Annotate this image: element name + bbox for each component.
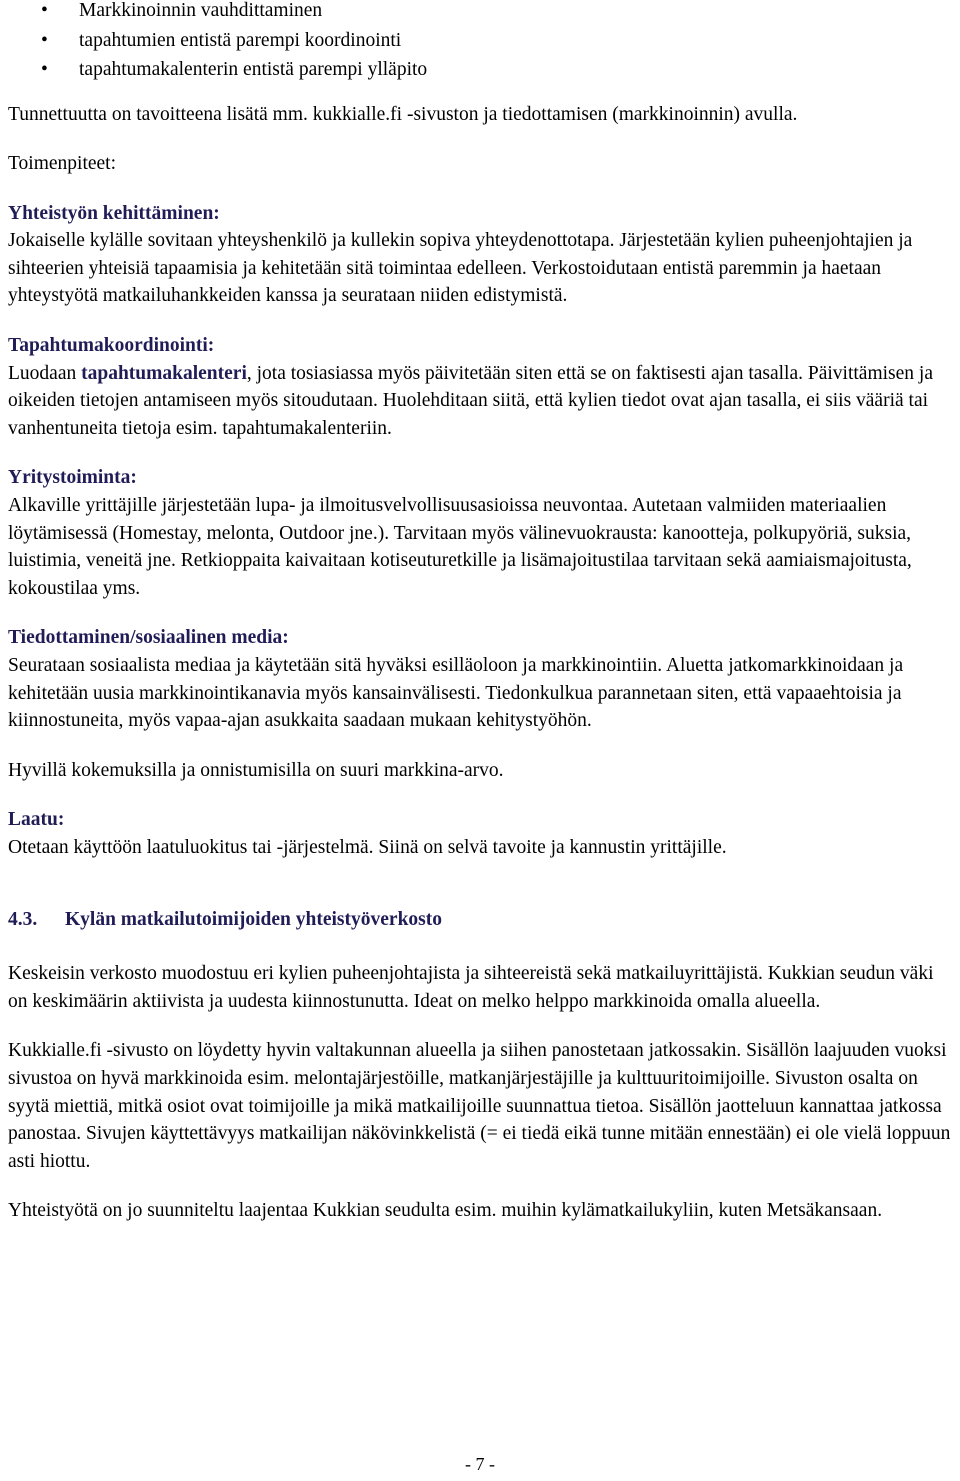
yhteistyo-text: Jokaiselle kylälle sovitaan yhteyshenkilö ja kullekin sopiva yhteydenottotapa. Järjestetään kylien puheenjohtajien ja sihteerien yhteisiä tapaamisia ja kehitetään sitä toimintaa edelleen. Verkostoidutaan entistä paremmin ja haetaan yhteystyötä matkailuhankkeiden kanssa ja seurataan niiden edistymistä. [8,230,913,307]
yritys-heading: Yritystoiminta: [8,467,137,489]
bullet-icon: • [41,29,48,51]
yhteistyo-section [8,200,956,310]
yritys-text: Alkaville yrittäjille järjestetään lupa- ja ilmoitusvelvollisuusasioissa neuvontaa. Autetaan valmiiden materiaalien löytämisessä (Homestay, melonta, Outdoor jne.). Tarvitaan myös välinevuokrausta: kanootteja, polkupyöriä, suksia, luistimia, veneitä jne. Retkioppaita kaivaitaan kotiseuturetkille ja lisämajoitustilaa tarvitaan sekä aamiaismajoitusta, kokoustilaa yms. [8,495,912,599]
goal-list [8,0,956,85]
tapahtuma-section [8,332,956,442]
section-heading [8,906,956,934]
tiedottaminen-text: Seurataan sosiaalista mediaa ja käytetään sitä hyväksi esilläoloon ja markkinointiin. Aluetta jatkomarkkinoidaan ja kehitetään uusia markkinointikanavia myös kansainvälisesti. Tiedonkulkua parannetaan siten, että vapaaehtoisia ja kiinnostuneita, myös vapaa-ajan asukkaita saadaan mukaan kehitystyöhön. [8,655,904,732]
body-paragraph: Yhteistyötä on jo suunniteltu laajentaa Kukkian seudulta esim. muihin kylämatkailukyliin, kuten Metsäkansaan. [8,1200,883,1222]
bullet-icon: • [41,0,48,21]
tapahtumakalenteri-keyword: tapahtumakalenteri [81,362,247,384]
list-item: • tapahtumien entistä parempi koordinointi [8,26,956,56]
kokemukset-paragraph: Hyvillä kokemuksilla ja onnistumisilla on suuri markkina-arvo. [8,759,504,781]
page-number: - 7 - [465,1454,495,1474]
laatu-section [8,806,956,861]
body-paragraph: Kukkialle.fi -sivusto on löydetty hyvin valtakunnan alueella ja siihen panostetaan jatkossakin. Sisällön laajuuden vuoksi sivustoa on hyvä markkinoida esim. melontajärjestöille, matkanjärjestäjille ja kulttuuritoimijoille. Sivuston osalta on syytä miettiä, mitkä osiot ovat toimijoille ja mikä matkailijoille suunnattua tietoa. Sisällön jaotteluun kannattaa jatkossa panostaa. Sivujen käyttettävyys matkailijan näkövinkkelistä (= ei tiedä eikä tunne mitään ennestään) ei ole vielä loppuun asti hiottu. [8,1040,951,1172]
laatu-heading: Laatu: [8,809,65,831]
section-title: Kylän matkailutoimijoiden yhteistyöverkosto [65,908,443,930]
yritys-section [8,464,956,602]
body-paragraph: Keskeisin verkosto muodostuu eri kylien puheenjohtajista ja sihteereistä sekä matkailuyrittäjistä. Kukkian seudun väki on keskimäärin aktiivista ja uudesta kiinnostunutta. Ideat on melko helppo markkinoida omalla alueella. [8,963,934,1012]
yhteistyo-heading: Yhteistyön kehittäminen: [8,202,220,224]
list-item: • tapahtumakalenterin entistä parempi ylläpito [8,55,956,85]
section-number: 4.3. [8,908,38,930]
tiedottaminen-heading: Tiedottaminen/sosiaalinen media: [8,627,289,649]
bullet-icon: • [41,59,48,80]
tapahtuma-heading: Tapahtumakoordinointi: [8,335,215,357]
list-item: • Markkinoinnin vauhdittaminen [8,0,956,26]
laatu-text: Otetaan käyttöön laatuluokitus tai -järjestelmä. Siinä on selvä tavoite ja kannustin yrittäjille. [8,836,727,858]
measures-label: Toimenpiteet: [8,153,117,175]
tiedottaminen-section [8,624,956,734]
document-page [8,0,956,1225]
intro-paragraph: Tunnettuutta on tavoitteena lisätä mm. kukkialle.fi -sivuston ja tiedottamisen (markkinoinnin) avulla. [8,103,798,125]
tapahtuma-text: Luodaan tapahtumakalenteri, jota tosiasiassa myös päivitetään siten että se on faktisesti ajan tasalla. Päivittämisen ja oikeiden tietojen antamiseen myös sitoudutaan. Huolehditaan siitä, että kylien tiedot ovat ajan tasalla, ei siis vääriä tai vanhentuneita tietoja esim. tapahtumakalenteriin. [8,362,933,439]
